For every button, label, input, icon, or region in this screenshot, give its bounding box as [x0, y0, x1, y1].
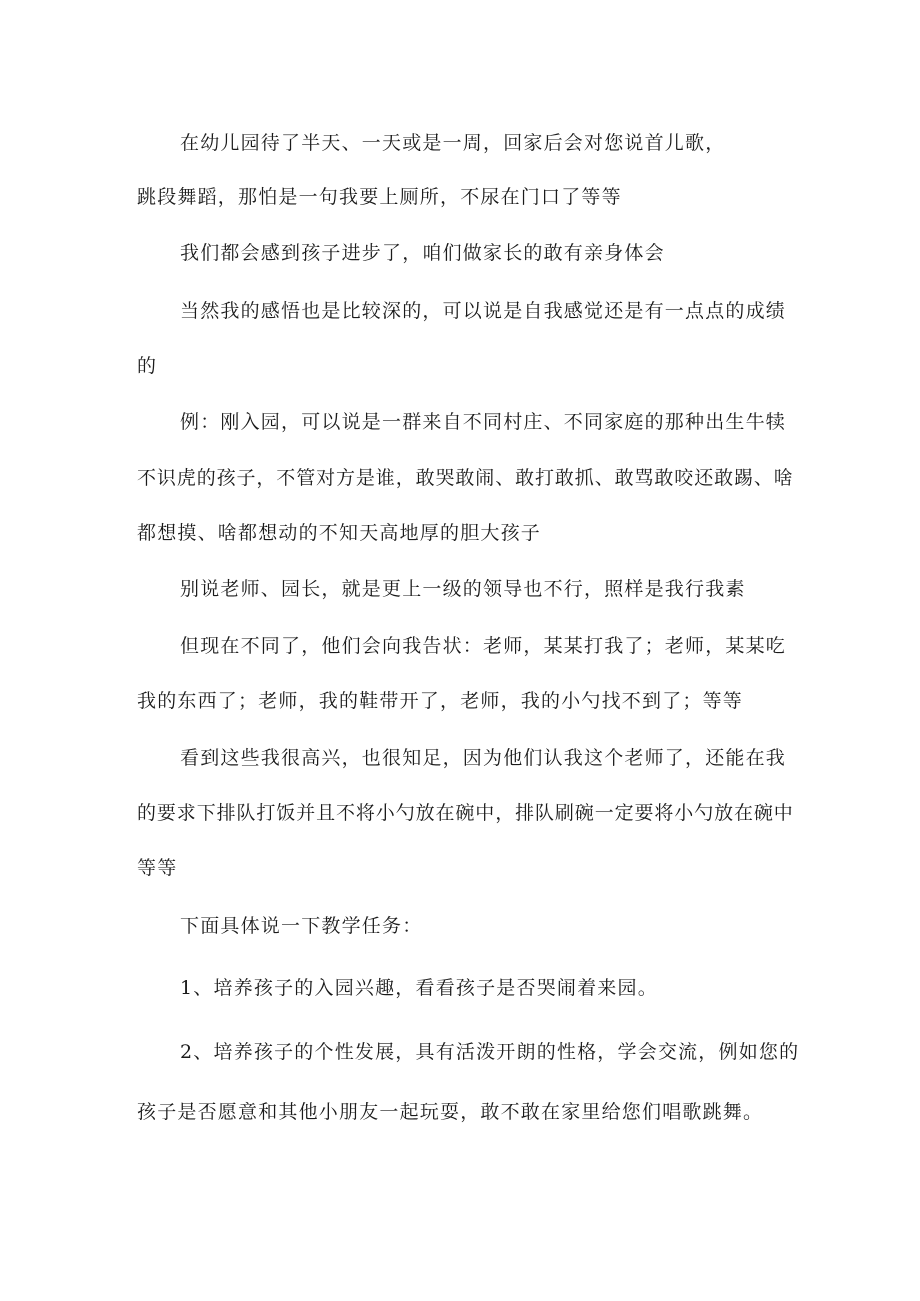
text-line: 我们都会感到孩子进步了，咱们做家长的敢有亲身体会: [180, 242, 665, 264]
text-line: 下面具体说一下教学任务：: [180, 915, 423, 937]
text-line: 孩子是否愿意和其他小朋友一起玩耍，敢不敢在家里给您们唱歌跳舞。: [137, 1101, 764, 1123]
text-line: 我的东西了；老师，我的鞋带开了，老师，我的小勺找不到了；等等: [137, 690, 744, 712]
text-line: 2、培养孩子的个性发展，具有活泼开朗的性格，学会交流，例如您的: [180, 1041, 800, 1063]
text-line: 都想摸、啥都想动的不知天高地厚的胆大孩子: [137, 522, 542, 544]
text-line: 的要求下排队打饭并且不将小勺放在碗中，排队刷碗一定要将小勺放在碗中: [137, 802, 794, 824]
text-line: 别说老师、园长，就是更上一级的领导也不行，照样是我行我素: [180, 578, 746, 600]
text-line: 但现在不同了，他们会向我告状：老师，某某打我了；老师，某某吃: [180, 635, 787, 657]
text-line: 跳段舞蹈，那怕是一句我要上厕所，不尿在门口了等等: [137, 186, 622, 208]
text-line: 当然我的感悟也是比较深的，可以说是自我感觉还是有一点点的成绩: [180, 300, 787, 322]
text-line: 1、培养孩子的入园兴趣，看看孩子是否哭闹着来园。: [180, 977, 658, 999]
text-line: 看到这些我很高兴，也很知足，因为他们认我这个老师了，还能在我: [180, 747, 787, 769]
text-line: 在幼儿园待了半天、一天或是一周，回家后会对您说首儿歌，: [180, 132, 726, 154]
text-line: 等等: [137, 857, 178, 879]
text-line: 不识虎的孩子，不管对方是谁，敢哭敢闹、敢打敢抓、敢骂敢咬还敢踢、啥: [137, 467, 794, 489]
text-line: 的: [137, 355, 158, 377]
text-line: 例：刚入园，可以说是一群来自不同村庄、不同家庭的那种出生牛犊: [180, 411, 787, 433]
